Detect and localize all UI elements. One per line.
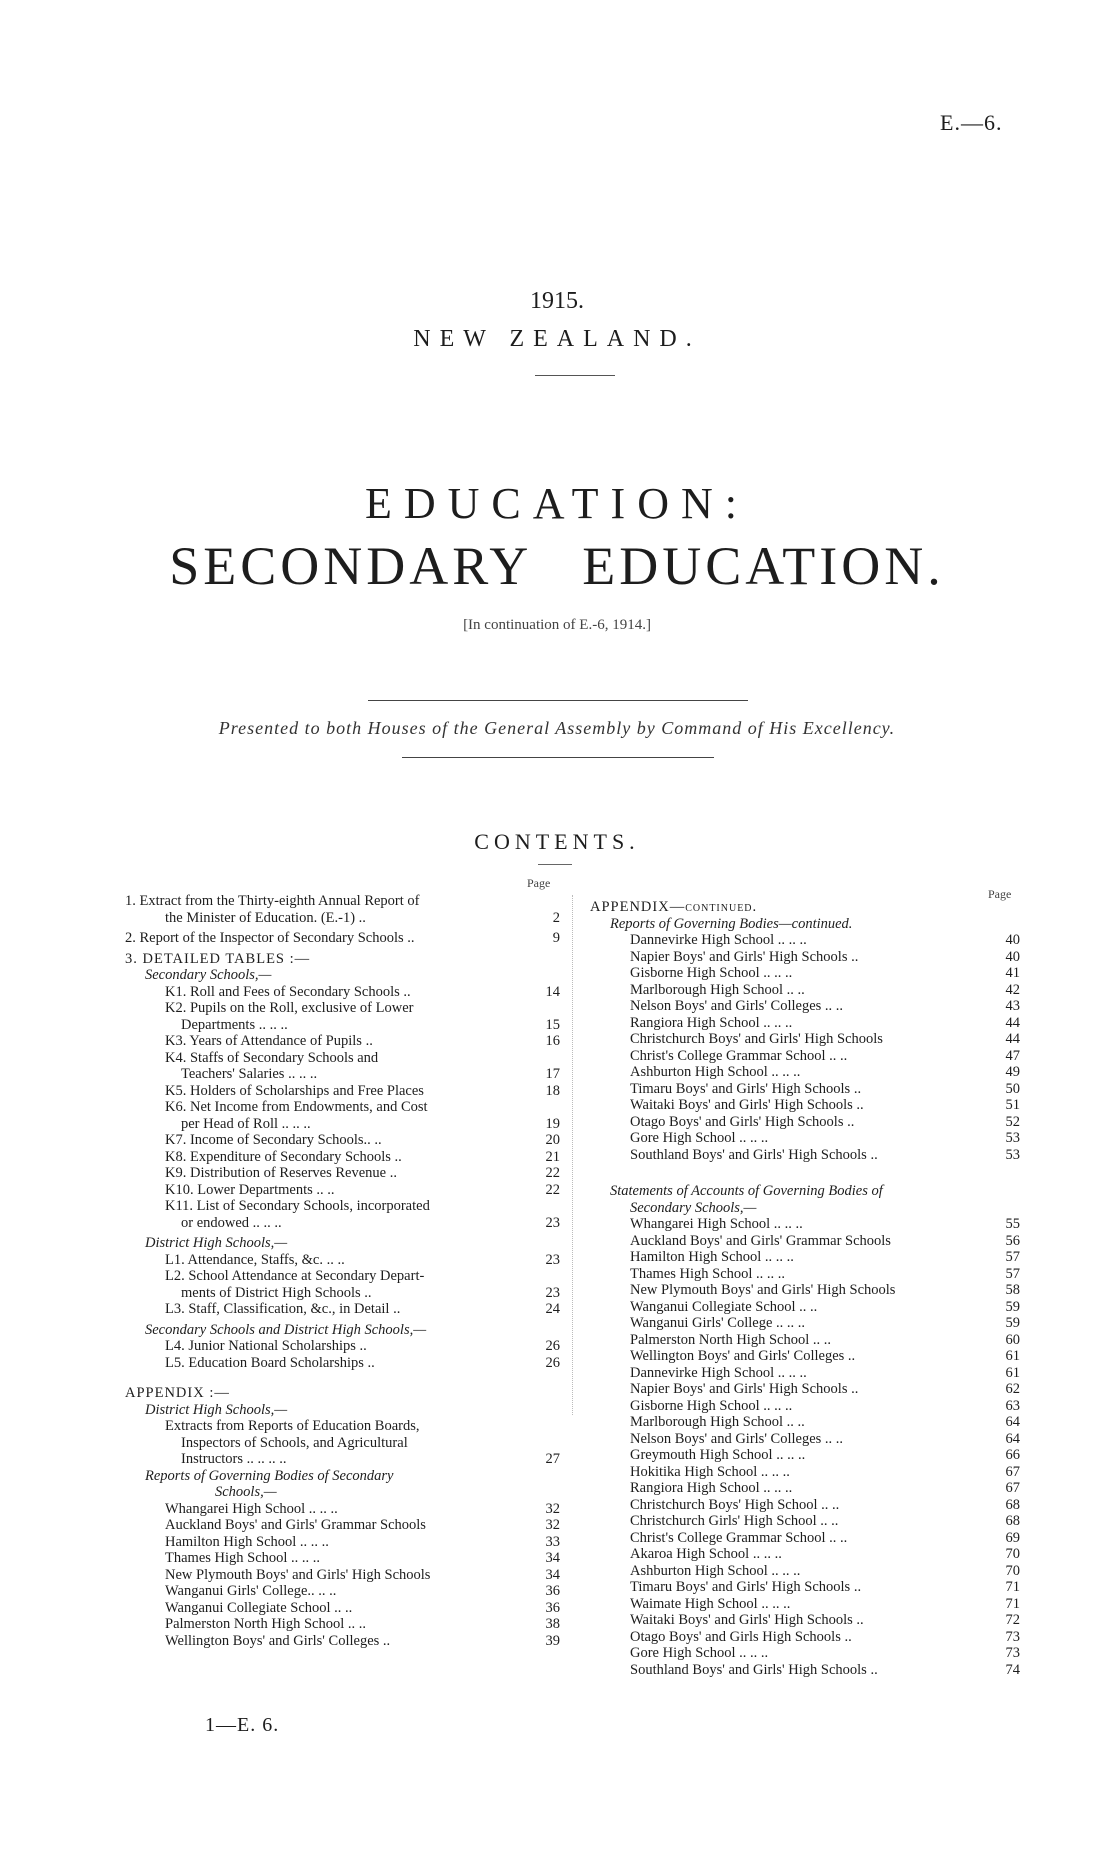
contents-entry — [125, 1198, 560, 1215]
contents-entry — [590, 1447, 1020, 1464]
contents-entry-title: Otago Boys' and Girls High Schools .. — [630, 1628, 852, 1645]
contents-entry — [125, 1099, 560, 1116]
contents-entry-page: 49 — [1005, 1064, 1020, 1080]
contents-entry-page: 66 — [1005, 1447, 1020, 1463]
contents-entry — [590, 1431, 1020, 1448]
contents-entry-page: 18 — [545, 1082, 560, 1099]
contents-entry — [590, 1147, 1020, 1164]
contents-entry-title: Gore High School .. .. .. — [630, 1130, 769, 1146]
contents-entry-title: Palmerston North High School .. .. — [630, 1331, 831, 1348]
contents-entry-title: Wanganui Collegiate School .. .. — [630, 1298, 818, 1315]
contents-entry-page: 15 — [545, 1016, 560, 1033]
contents-entry-page: 22 — [545, 1181, 560, 1198]
contents-entry — [590, 1332, 1020, 1349]
right-page-label: Page — [988, 887, 1012, 901]
title-word-secondary: SECONDARY — [169, 536, 533, 596]
contents-entry — [590, 1282, 1020, 1299]
contents-entry-page: 32 — [545, 1517, 560, 1533]
contents-entry — [590, 1414, 1020, 1431]
contents-entry-page: 64 — [1005, 1414, 1020, 1430]
contents-entry-title: Christchurch Girls' High School .. .. — [630, 1513, 839, 1529]
contents-entry — [590, 1114, 1020, 1131]
contents-entry-page: 44 — [1005, 1014, 1020, 1031]
contents-entry-page: 64 — [1005, 1430, 1020, 1447]
contents-entry — [125, 1116, 560, 1133]
contents-left-column — [125, 893, 560, 1649]
contents-entry — [590, 1299, 1020, 1316]
title-education: EDUCATION: — [365, 479, 749, 528]
contents-entry — [590, 1216, 1020, 1233]
contents-entry-page: 36 — [545, 1599, 560, 1616]
contents-entry-page: 21 — [545, 1148, 560, 1165]
contents-entry — [125, 1149, 560, 1166]
contents-entry-page: 60 — [1005, 1331, 1020, 1348]
contents-entry-title: New Plymouth Boys' and Girls' High Schools — [165, 1566, 431, 1583]
contents-entry — [590, 1662, 1020, 1679]
contents-entry-title: Auckland Boys' and Girls' Grammar Schools — [630, 1232, 891, 1249]
contents-entry-page: 70 — [1005, 1546, 1020, 1562]
rule-below-presented — [402, 757, 714, 758]
contents-entry-title: Waitaki Boys' and Girls' High Schools .. — [630, 1612, 864, 1628]
contents-entry-title: K4. Staffs of Secondary Schools and — [165, 1049, 379, 1066]
contents-entry-page: 2 — [552, 909, 560, 926]
contents-entry — [125, 1583, 560, 1600]
contents-entry — [590, 1398, 1020, 1415]
contents-entry-title: Rangiora High School .. .. .. — [630, 1014, 793, 1031]
contents-entry-page: 26 — [545, 1338, 560, 1354]
contents-entry — [590, 916, 1020, 933]
contents-entry — [125, 1550, 560, 1567]
contents-entry-page: 53 — [1005, 1130, 1020, 1146]
contents-entry-page: 16 — [545, 1033, 560, 1049]
contents-entry-title: Schools,— — [215, 1484, 277, 1500]
contents-entry — [125, 984, 560, 1001]
contents-entry — [590, 1381, 1020, 1398]
contents-entry — [590, 1200, 1020, 1217]
contents-entry-page: 67 — [1005, 1480, 1020, 1496]
contents-entry-title: Secondary Schools,— — [630, 1199, 757, 1216]
contents-entry — [125, 951, 560, 968]
contents-entry-title: Wanganui Collegiate School .. .. — [165, 1599, 353, 1616]
contents-entry — [125, 1435, 560, 1452]
contents-entry — [590, 1629, 1020, 1646]
contents-entry-title: Wanganui Girls' College.. .. .. — [165, 1583, 337, 1599]
contents-entry-title: K10. Lower Departments .. .. — [165, 1181, 335, 1198]
contents-entry-title: Auckland Boys' and Girls' Grammar Schools — [165, 1517, 426, 1533]
contents-entry-page: 63 — [1005, 1397, 1020, 1414]
contents-entry — [590, 982, 1020, 999]
contents-entry — [125, 1633, 560, 1650]
contents-entry — [125, 1017, 560, 1034]
contents-entry-title: Greymouth High School .. .. .. — [630, 1447, 806, 1463]
contents-entry-title: Wellington Boys' and Girls' Colleges .. — [630, 1348, 856, 1364]
contents-entry-title: Hamilton High School .. .. .. — [165, 1533, 329, 1550]
contents-entry-page: 71 — [1005, 1595, 1020, 1612]
contents-entry — [590, 1513, 1020, 1530]
contents-entry-title: Christ's College Grammar School .. .. — [630, 1529, 848, 1546]
contents-entry-title: Whangarei High School .. .. .. — [630, 1216, 803, 1232]
contents-heading: CONTENTS. — [474, 829, 640, 854]
contents-entry-page: 34 — [545, 1566, 560, 1583]
contents-entry-page: 61 — [1005, 1364, 1020, 1381]
contents-entry — [590, 1645, 1020, 1662]
contents-entry — [590, 1031, 1020, 1048]
contents-entry-page: 20 — [545, 1132, 560, 1148]
contents-entry-title: Rangiora High School .. .. .. — [630, 1480, 793, 1496]
contents-entry-page: 32 — [545, 1500, 560, 1517]
contents-entry-title: K1. Roll and Fees of Secondary Schools .. — [165, 983, 411, 1000]
contents-entry-title: Palmerston North High School .. .. — [165, 1616, 366, 1632]
contents-entry-title: Timaru Boys' and Girls' High Schools .. — [630, 1080, 862, 1097]
contents-entry-title: Instructors .. .. .. .. — [181, 1451, 287, 1467]
contents-entry-title: Nelson Boys' and Girls' Colleges .. .. — [630, 998, 844, 1014]
contents-entry-title: Gore High School .. .. .. — [630, 1645, 769, 1661]
contents-entry-title: New Plymouth Boys' and Girls' High Schools — [630, 1282, 896, 1298]
contents-entry-title: Otago Boys' and Girls' High Schools .. — [630, 1113, 855, 1130]
contents-entry — [590, 932, 1020, 949]
contents-entry — [590, 1596, 1020, 1613]
contents-entry — [125, 967, 560, 984]
contents-entry-title: Southland Boys' and Girls' High Schools .. — [630, 1661, 878, 1678]
contents-entry-title: Teachers' Salaries .. .. .. — [181, 1066, 318, 1082]
contents-entry-page: 68 — [1005, 1513, 1020, 1529]
contents-entry-page: 22 — [545, 1165, 560, 1181]
contents-entry-page: 34 — [545, 1550, 560, 1566]
presented-line: Presented to both Houses of the General Assembly by Command of His Excellency. — [218, 718, 896, 738]
contents-entry — [590, 1497, 1020, 1514]
contents-entry — [125, 1616, 560, 1633]
contents-entry-title: Marlborough High School .. .. — [630, 981, 805, 998]
contents-entry — [125, 1385, 560, 1402]
contents-entry-page: 55 — [1005, 1216, 1020, 1232]
document-reference: E.—6. — [940, 110, 1003, 135]
contents-entry — [590, 998, 1020, 1015]
contents-rule — [538, 864, 572, 865]
contents-entry — [590, 1365, 1020, 1382]
contents-entry-page: 23 — [545, 1251, 560, 1268]
contents-entry-title: per Head of Roll .. .. .. — [181, 1115, 311, 1132]
contents-entry-page: 17 — [545, 1066, 560, 1082]
contents-entry — [590, 1546, 1020, 1563]
contents-entry-title: Dannevirke High School .. .. .. — [630, 1364, 807, 1381]
contents-entry-title: Waitaki Boys' and Girls' High Schools .. — [630, 1097, 864, 1113]
contents-entry — [590, 1233, 1020, 1250]
contents-entry-title: Dannevirke High School .. .. .. — [630, 932, 807, 948]
contents-entry — [590, 1266, 1020, 1283]
contents-entry-page: 14 — [545, 983, 560, 1000]
contents-entry — [590, 1530, 1020, 1547]
contents-entry-title: K9. Distribution of Reserves Revenue .. — [165, 1165, 397, 1181]
contents-entry-title: Secondary Schools,— — [145, 967, 272, 983]
contents-entry-title: Wanganui Girls' College .. .. .. — [630, 1315, 806, 1331]
contents-entry-page: 9 — [552, 930, 560, 946]
contents-entry-title: Timaru Boys' and Girls' High Schools .. — [630, 1579, 862, 1595]
contents-entry — [590, 1015, 1020, 1032]
contents-entry-page: 53 — [1005, 1146, 1020, 1163]
contents-entry — [590, 1480, 1020, 1497]
continuation-note: [In continuation of E.-6, 1914.] — [463, 617, 651, 633]
contents-entry — [125, 1301, 560, 1318]
contents-entry — [125, 1600, 560, 1617]
contents-entry-title: K11. List of Secondary Schools, incorporated — [165, 1198, 430, 1214]
contents-entry-title: 2. Report of the Inspector of Secondary Schools .. — [125, 930, 415, 946]
contents-entry-page: 47 — [1005, 1047, 1020, 1064]
contents-entry — [125, 1402, 560, 1419]
contents-right-column — [590, 899, 1020, 1678]
contents-entry-title: L4. Junior National Scholarships .. — [165, 1338, 367, 1354]
contents-entry-page: 69 — [1005, 1529, 1020, 1546]
contents-entry-title: K2. Pupils on the Roll, exclusive of Lower — [165, 1000, 414, 1016]
contents-entry — [125, 1484, 560, 1501]
contents-entry-page: 41 — [1005, 965, 1020, 981]
contents-entry-page: 36 — [545, 1583, 560, 1599]
contents-entry-page: 59 — [1005, 1315, 1020, 1331]
contents-entry-page: 57 — [1005, 1265, 1020, 1282]
contents-entry-page: 71 — [1005, 1579, 1020, 1595]
left-page-label: Page — [527, 876, 551, 890]
contents-entry-title: K8. Expenditure of Secondary Schools .. — [165, 1148, 402, 1165]
contents-entry-page: 27 — [545, 1451, 560, 1467]
contents-entry — [125, 1132, 560, 1149]
contents-entry-title: Whangarei High School .. .. .. — [165, 1500, 338, 1517]
contents-entry — [125, 1066, 560, 1083]
column-divider — [572, 895, 573, 1415]
contents-entry-title: Departments .. .. .. — [181, 1016, 288, 1033]
contents-entry-title: APPENDIX :— — [125, 1385, 230, 1401]
contents-entry-page: 23 — [545, 1214, 560, 1231]
contents-entry — [125, 1285, 560, 1302]
contents-entry-page: 68 — [1005, 1496, 1020, 1513]
contents-entry-title: District High Schools,— — [145, 1401, 288, 1418]
contents-entry — [125, 1252, 560, 1269]
contents-entry — [125, 1033, 560, 1050]
contents-entry-title: Statements of Accounts of Governing Bodies of — [610, 1183, 883, 1199]
contents-entry — [125, 893, 560, 910]
contents-entry-page: 39 — [545, 1632, 560, 1649]
contents-entry — [125, 910, 560, 927]
contents-entry — [590, 1612, 1020, 1629]
contents-entry-page: 40 — [1005, 948, 1020, 965]
contents-entry-title: Hamilton High School .. .. .. — [630, 1249, 794, 1265]
contents-entry-title: Extracts from Reports of Education Boards, — [165, 1418, 420, 1434]
contents-entry-page: 73 — [1005, 1645, 1020, 1661]
contents-entry — [125, 1083, 560, 1100]
contents-entry-title: L1. Attendance, Staffs, &c. .. .. — [165, 1251, 345, 1268]
contents-entry-title: Gisborne High School .. .. .. — [630, 965, 793, 981]
contents-entry-title: or endowed .. .. .. — [181, 1214, 282, 1231]
contents-entry — [125, 1355, 560, 1372]
contents-entry — [125, 1215, 560, 1232]
contents-entry-title: Southland Boys' and Girls' High Schools .. — [630, 1146, 878, 1163]
contents-entry-page: 50 — [1005, 1080, 1020, 1097]
contents-entry — [125, 1517, 560, 1534]
contents-entry-page: 44 — [1005, 1031, 1020, 1047]
contents-entry-page: 23 — [545, 1284, 560, 1301]
contents-entry-title: Napier Boys' and Girls' High Schools .. — [630, 948, 859, 965]
contents-entry — [125, 1468, 560, 1485]
contents-entry — [125, 1534, 560, 1551]
contents-entry-page: 72 — [1005, 1612, 1020, 1628]
contents-entry-title: Reports of Governing Bodies—continued. — [610, 915, 853, 932]
contents-entry — [125, 1182, 560, 1199]
contents-entry — [590, 899, 1020, 916]
year: 1915. — [530, 288, 584, 314]
contents-entry-page: 52 — [1005, 1113, 1020, 1130]
contents-entry-page: 70 — [1005, 1562, 1020, 1579]
contents-entry-title: 3. DETAILED TABLES :— — [125, 950, 311, 967]
contents-entry-title: K3. Years of Attendance of Pupils .. — [165, 1033, 373, 1049]
contents-entry — [590, 1348, 1020, 1365]
contents-entry-page: 74 — [1005, 1661, 1020, 1678]
contents-entry — [590, 949, 1020, 966]
contents-entry-title: Marlborough High School .. .. — [630, 1414, 805, 1430]
contents-entry — [590, 1315, 1020, 1332]
contents-entry — [590, 1579, 1020, 1596]
contents-entry-title: Thames High School .. .. .. — [165, 1550, 321, 1566]
contents-entry — [125, 1338, 560, 1355]
contents-entry-title: Ashburton High School .. .. .. — [630, 1562, 801, 1579]
contents-entry — [590, 1097, 1020, 1114]
contents-entry-page: 58 — [1005, 1282, 1020, 1298]
contents-entry-title: ments of District High Schools .. — [181, 1284, 372, 1301]
contents-entry-title: Christchurch Boys' and Girls' High Schools — [630, 1031, 883, 1047]
contents-entry-title: L2. School Attendance at Secondary Depart- — [165, 1268, 425, 1284]
contents-entry-page: 38 — [545, 1616, 560, 1632]
contents-entry-title: Christ's College Grammar School .. .. — [630, 1047, 848, 1064]
contents-entry-title: Inspectors of Schools, and Agricultural — [181, 1434, 408, 1451]
rule-above-presented — [368, 700, 748, 701]
contents-entry-page: 26 — [545, 1354, 560, 1371]
contents-entry-page: 33 — [545, 1533, 560, 1550]
title-word-education: EDUCATION. — [582, 536, 945, 596]
contents-entry-page: 59 — [1005, 1298, 1020, 1315]
contents-entry-title: Reports of Governing Bodies of Secondary — [145, 1467, 394, 1484]
contents-entry-title: APPENDIX—continued. — [590, 899, 758, 915]
contents-entry-title: Nelson Boys' and Girls' Colleges .. .. — [630, 1430, 844, 1447]
contents-entry-title: 1. Extract from the Thirty-eighth Annual Report of — [125, 893, 420, 909]
contents-entry — [125, 1268, 560, 1285]
contents-entry — [125, 1322, 560, 1339]
contents-entry-title: Waimate High School .. .. .. — [630, 1595, 791, 1612]
contents-entry-title: District High Schools,— — [145, 1235, 288, 1251]
contents-entry-title: Gisborne High School .. .. .. — [630, 1397, 793, 1414]
contents-entry-page: 42 — [1005, 981, 1020, 998]
contents-entry-title: Secondary Schools and District High Schools,— — [145, 1321, 427, 1338]
contents-entry — [590, 1563, 1020, 1580]
contents-entry-title: L5. Education Board Scholarships .. — [165, 1354, 375, 1371]
contents-entry — [125, 1235, 560, 1252]
contents-entry — [125, 1451, 560, 1468]
contents-entry — [590, 1464, 1020, 1481]
contents-entry-title: Wellington Boys' and Girls' Colleges .. — [165, 1632, 391, 1649]
contents-entry-page: 56 — [1005, 1232, 1020, 1249]
contents-entry-title: Akaroa High School .. .. .. — [630, 1546, 782, 1562]
contents-entry-title: K5. Holders of Scholarships and Free Places — [165, 1082, 424, 1099]
contents-entry-title: K6. Net Income from Endowments, and Cost — [165, 1099, 428, 1115]
contents-entry-title: Thames High School .. .. .. — [630, 1265, 786, 1282]
contents-entry-page: 24 — [545, 1301, 560, 1317]
contents-entry-title: Hokitika High School .. .. .. — [630, 1463, 790, 1480]
contents-entry-page: 61 — [1005, 1348, 1020, 1364]
contents-entry-page: 40 — [1005, 932, 1020, 948]
contents-entry — [125, 1418, 560, 1435]
contents-entry-page: 57 — [1005, 1249, 1020, 1265]
contents-entry-title: Napier Boys' and Girls' High Schools .. — [630, 1381, 859, 1397]
contents-entry — [125, 1501, 560, 1518]
contents-entry — [125, 1050, 560, 1067]
contents-entry — [125, 1165, 560, 1182]
contents-entry-title: K7. Income of Secondary Schools.. .. — [165, 1132, 382, 1148]
short-rule — [535, 375, 615, 376]
signature-mark: 1—E. 6. — [205, 1714, 280, 1736]
contents-entry-title: Ashburton High School .. .. .. — [630, 1064, 801, 1080]
contents-entry-page: 51 — [1005, 1097, 1020, 1113]
contents-entry — [590, 1130, 1020, 1147]
contents-entry — [590, 1183, 1020, 1200]
contents-entry-page: 19 — [545, 1115, 560, 1132]
contents-entry — [125, 930, 560, 947]
contents-entry — [125, 1567, 560, 1584]
title-secondary-education — [0, 535, 1114, 597]
contents-entry-title: L3. Staff, Classification, &c., in Detail .. — [165, 1301, 401, 1317]
contents-entry-title: the Minister of Education. (E.-1) .. — [165, 909, 366, 926]
contents-entry — [590, 1081, 1020, 1098]
contents-entry — [590, 1064, 1020, 1081]
contents-entry — [590, 1048, 1020, 1065]
contents-entry-page: 73 — [1005, 1628, 1020, 1645]
contents-entry — [590, 1249, 1020, 1266]
country-heading: NEW ZEALAND. — [413, 326, 701, 352]
contents-entry — [125, 1000, 560, 1017]
contents-entry-page: 43 — [1005, 998, 1020, 1014]
contents-entry-page: 67 — [1005, 1463, 1020, 1480]
contents-entry-title: Christchurch Boys' High School .. .. — [630, 1496, 840, 1513]
contents-entry-page: 62 — [1005, 1381, 1020, 1397]
contents-entry — [590, 965, 1020, 982]
